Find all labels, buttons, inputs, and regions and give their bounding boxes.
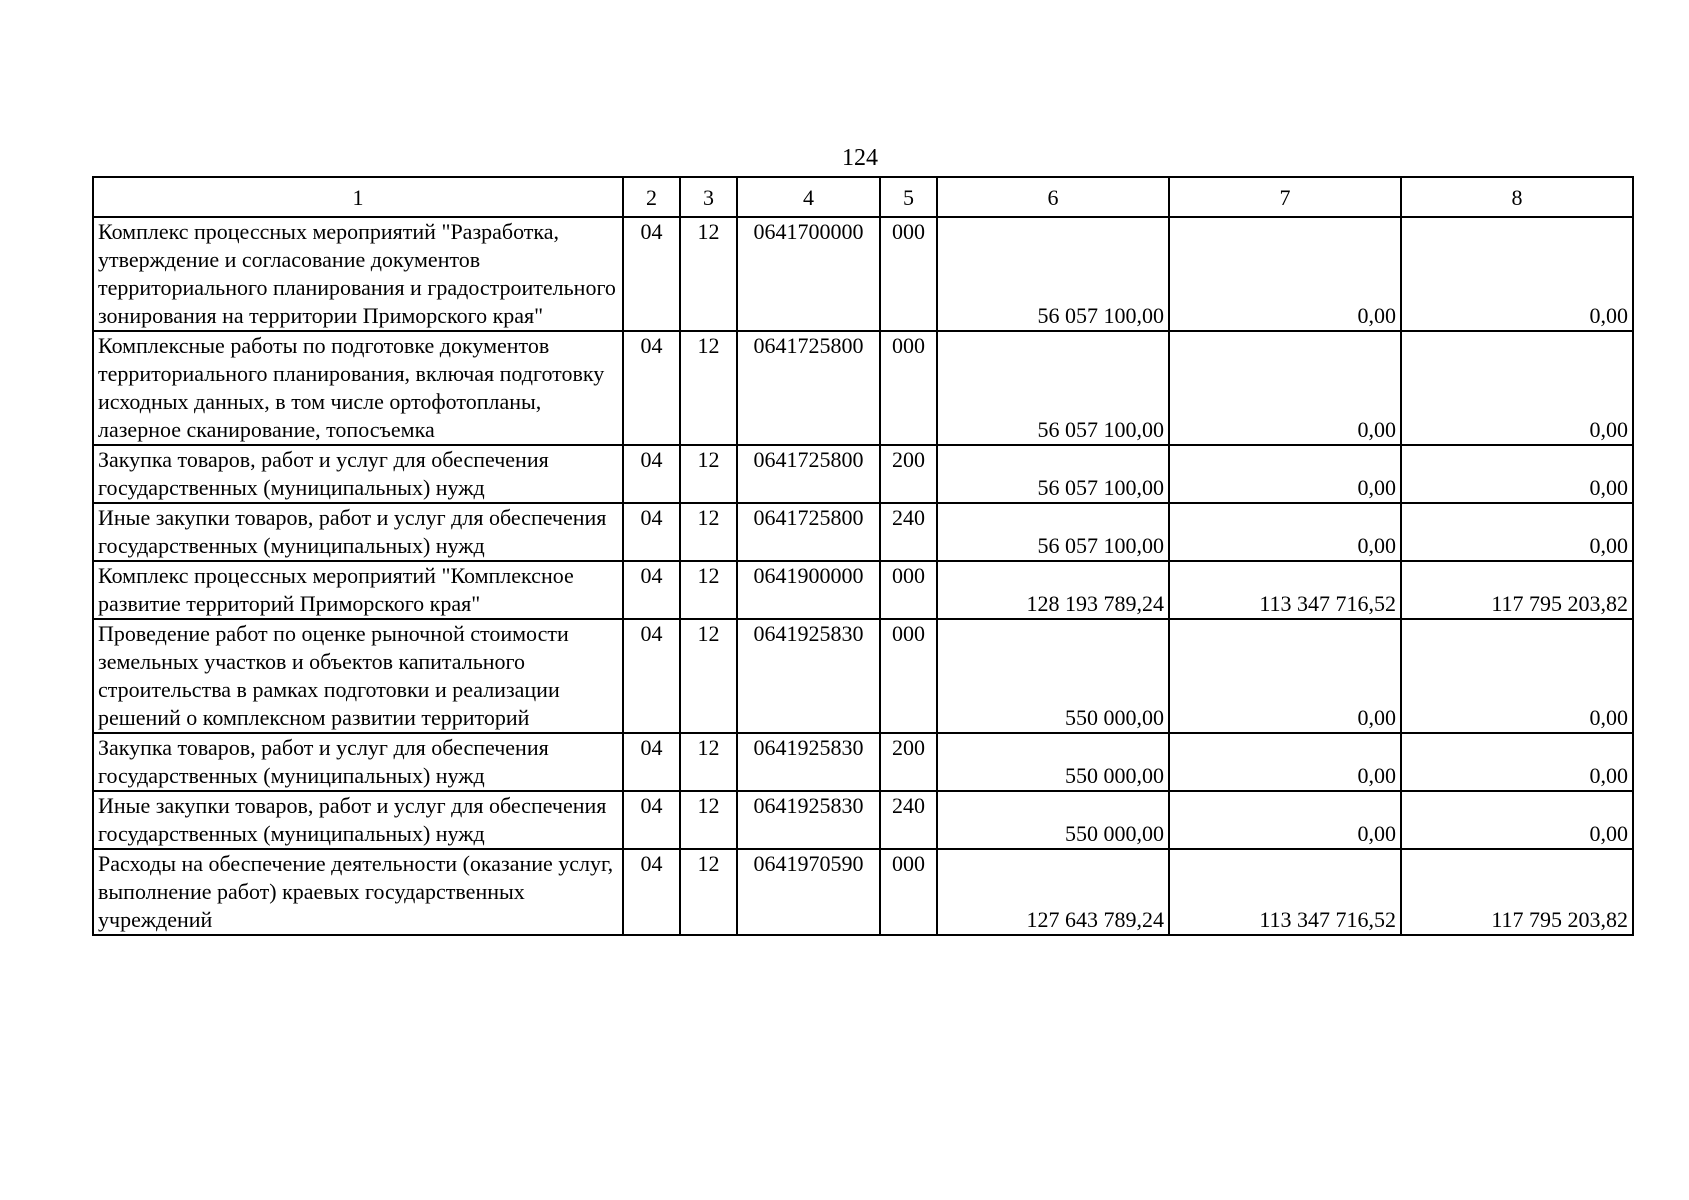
row-amount-7: 0,00	[1169, 217, 1401, 331]
row-amount-7: 0,00	[1169, 791, 1401, 849]
row-code-3: 12	[680, 445, 737, 503]
row-code-5: 200	[880, 445, 937, 503]
row-amount-8: 0,00	[1401, 503, 1633, 561]
row-code-2: 04	[623, 445, 680, 503]
header-cell-8: 8	[1401, 177, 1633, 217]
row-amount-8: 0,00	[1401, 331, 1633, 445]
row-code-3: 12	[680, 561, 737, 619]
row-amount-7: 0,00	[1169, 503, 1401, 561]
row-amount-7: 0,00	[1169, 733, 1401, 791]
row-amount-7: 0,00	[1169, 619, 1401, 733]
row-amount-8: 0,00	[1401, 445, 1633, 503]
row-code-2: 04	[623, 561, 680, 619]
table-row	[93, 445, 1633, 503]
row-code-5: 000	[880, 849, 937, 935]
row-name: Закупка товаров, работ и услуг для обеспечения государственных (муниципальных) нужд	[93, 445, 623, 503]
row-amount-6: 56 057 100,00	[937, 445, 1169, 503]
page-number: 124	[842, 145, 878, 171]
table-row	[93, 849, 1633, 935]
row-code-4: 0641725800	[737, 445, 880, 503]
row-code-5: 200	[880, 733, 937, 791]
row-code-4: 0641970590	[737, 849, 880, 935]
row-amount-6: 127 643 789,24	[937, 849, 1169, 935]
row-code-2: 04	[623, 791, 680, 849]
table-header-row	[93, 177, 1633, 217]
header-cell-4: 4	[737, 177, 880, 217]
row-name: Расходы на обеспечение деятельности (оказание услуг, выполнение работ) краевых государственных учреждений	[93, 849, 623, 935]
row-code-4: 0641925830	[737, 733, 880, 791]
row-amount-6: 56 057 100,00	[937, 217, 1169, 331]
row-code-2: 04	[623, 503, 680, 561]
row-amount-7: 113 347 716,52	[1169, 849, 1401, 935]
row-code-5: 240	[880, 791, 937, 849]
row-code-3: 12	[680, 619, 737, 733]
row-code-5: 000	[880, 561, 937, 619]
row-code-3: 12	[680, 791, 737, 849]
header-cell-7: 7	[1169, 177, 1401, 217]
table-row	[93, 619, 1633, 733]
row-amount-6: 128 193 789,24	[937, 561, 1169, 619]
row-code-5: 000	[880, 619, 937, 733]
row-code-2: 04	[623, 331, 680, 445]
row-amount-8: 0,00	[1401, 733, 1633, 791]
row-code-4: 0641925830	[737, 791, 880, 849]
row-code-2: 04	[623, 733, 680, 791]
row-amount-6: 550 000,00	[937, 791, 1169, 849]
row-code-3: 12	[680, 849, 737, 935]
row-amount-6: 550 000,00	[937, 733, 1169, 791]
row-code-3: 12	[680, 503, 737, 561]
row-name: Иные закупки товаров, работ и услуг для обеспечения государственных (муниципальных) нужд	[93, 503, 623, 561]
row-amount-8: 0,00	[1401, 619, 1633, 733]
row-code-4: 0641725800	[737, 503, 880, 561]
row-amount-7: 0,00	[1169, 331, 1401, 445]
row-name: Комплекс процессных мероприятий "Разработка, утверждение и согласование документов территориального планирования и градостроительного зонирования на территории Приморского края"	[93, 217, 623, 331]
row-code-4: 0641725800	[737, 331, 880, 445]
table-row	[93, 733, 1633, 791]
row-name: Комплекс процессных мероприятий "Комплексное развитие территорий Приморского края"	[93, 561, 623, 619]
row-code-4: 0641900000	[737, 561, 880, 619]
row-amount-6: 550 000,00	[937, 619, 1169, 733]
header-cell-6: 6	[937, 177, 1169, 217]
header-cell-5: 5	[880, 177, 937, 217]
row-code-2: 04	[623, 217, 680, 331]
header-cell-3: 3	[680, 177, 737, 217]
row-amount-6: 56 057 100,00	[937, 331, 1169, 445]
table-row	[93, 331, 1633, 445]
row-name: Комплексные работы по подготовке документов территориального планирования, включая подготовку исходных данных, в том числе ортофотопланы, лазерное сканирование, топосъемка	[93, 331, 623, 445]
table-row	[93, 217, 1633, 331]
row-amount-7: 0,00	[1169, 445, 1401, 503]
row-code-4: 0641925830	[737, 619, 880, 733]
table-row	[93, 503, 1633, 561]
row-code-5: 000	[880, 331, 937, 445]
row-amount-8: 117 795 203,82	[1401, 849, 1633, 935]
table-row	[93, 791, 1633, 849]
row-name: Иные закупки товаров, работ и услуг для обеспечения государственных (муниципальных) нужд	[93, 791, 623, 849]
budget-table	[92, 176, 1634, 936]
header-cell-1: 1	[93, 177, 623, 217]
row-name: Закупка товаров, работ и услуг для обеспечения государственных (муниципальных) нужд	[93, 733, 623, 791]
row-code-2: 04	[623, 619, 680, 733]
row-amount-6: 56 057 100,00	[937, 503, 1169, 561]
row-code-5: 000	[880, 217, 937, 331]
row-amount-7: 113 347 716,52	[1169, 561, 1401, 619]
row-code-3: 12	[680, 331, 737, 445]
table-row	[93, 561, 1633, 619]
row-code-5: 240	[880, 503, 937, 561]
row-code-2: 04	[623, 849, 680, 935]
row-name: Проведение работ по оценке рыночной стоимости земельных участков и объектов капитального строительства в рамках подготовки и реализации решений о комплексном развитии территорий	[93, 619, 623, 733]
row-amount-8: 0,00	[1401, 217, 1633, 331]
row-amount-8: 0,00	[1401, 791, 1633, 849]
header-cell-2: 2	[623, 177, 680, 217]
row-code-3: 12	[680, 217, 737, 331]
row-amount-8: 117 795 203,82	[1401, 561, 1633, 619]
row-code-4: 0641700000	[737, 217, 880, 331]
row-code-3: 12	[680, 733, 737, 791]
